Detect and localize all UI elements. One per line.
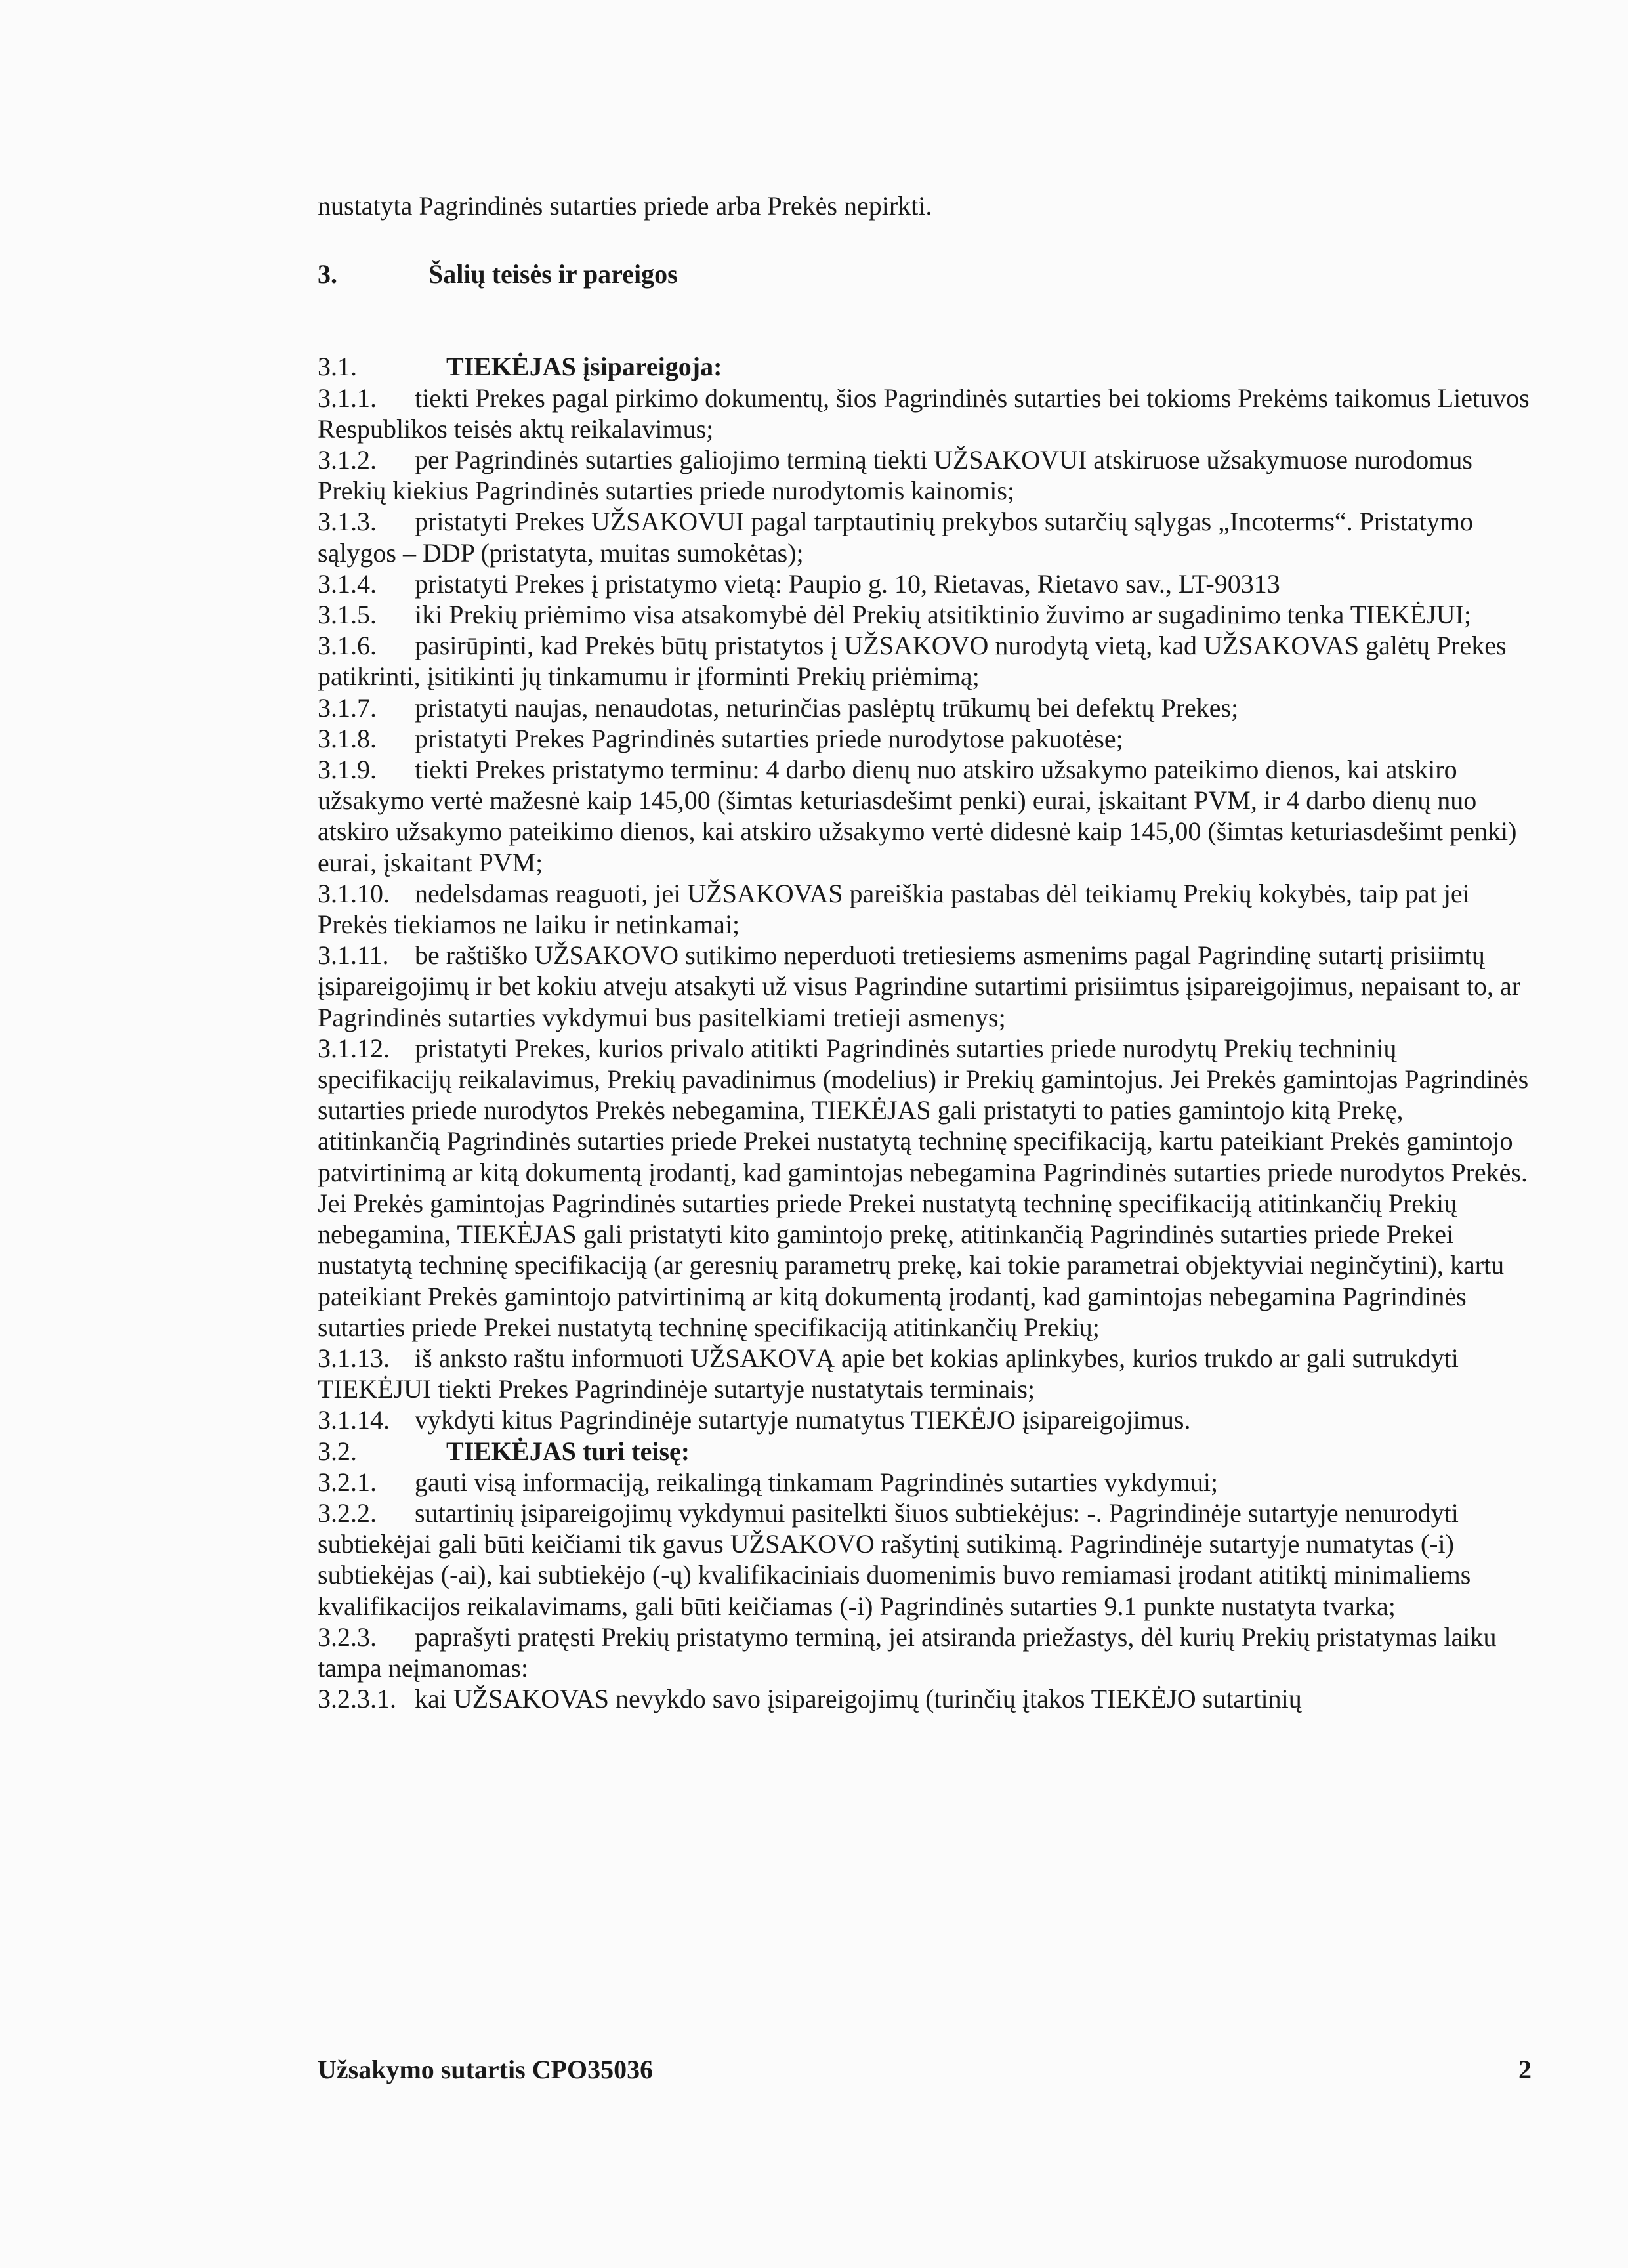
clause-number: 3.1.7.: [318, 692, 377, 723]
section-title: Šalių teisės ir pareigos: [428, 259, 678, 289]
clause-number: 3.1.9.: [318, 755, 377, 785]
clause-number: 3.1.2.: [318, 445, 377, 475]
clause-text: pristatyti Prekes UŽSAKOVUI pagal tarptautinių prekybos sutarčių sąlygas „Incoterms“. Pristatymo sąlygos – DDP (pristatyta, muitas sumokėtas);: [318, 507, 1473, 568]
clause-item: [318, 568, 1532, 599]
document-body: [318, 190, 1532, 1714]
clause-text: kai UŽSAKOVAS nevykdo savo įsipareigojimų (turinčių įtakos TIEKĖJO sutartinių: [415, 1684, 1302, 1714]
clause-item: [318, 692, 1532, 723]
clause-number: 3.1.: [318, 352, 357, 382]
clause-item: [318, 383, 1532, 444]
clause-number: 3.1.5.: [318, 600, 377, 630]
clause-item: [318, 1033, 1532, 1343]
clause-item: [318, 506, 1532, 568]
clause-text: iš anksto raštu informuoti UŽSAKOVĄ apie bet kokias aplinkybes, kurios trukdo ar gali sutrukdyti TIEKĖJUI tiekti Prekes Pagrindinėje sutartyje nustatytais terminais;: [318, 1343, 1459, 1404]
clause-number: 3.2.3.1.: [318, 1684, 396, 1714]
clause-item: [318, 878, 1532, 940]
clause-text: tiekti Prekes pristatymo terminu: 4 darbo dienų nuo atskiro užsakymo pateikimo dienos, kai atskiro užsakymo vertė mažesnė kaip 145,00 (šimtas keturiasdešimt penki) eurai, įskaitant PVM, ir 4 darbo dienų nuo atskiro užsakymo pateikimo dienos, kai atskiro užsakymo vertė didesnė kaip 145,00 (šimtas keturiasdešimt penki) eurai, įskaitant PVM;: [318, 755, 1517, 877]
clause-item: [318, 940, 1532, 1033]
intro-line: nustatyta Pagrindinės sutarties priede arba Prekės nepirkti.: [318, 191, 932, 220]
footer-title: Užsakymo sutartis CPO35036: [318, 2055, 654, 2084]
clause-number: 3.1.12.: [318, 1033, 390, 1063]
footer: [318, 2054, 1532, 2085]
clause-item: [318, 1467, 1532, 1498]
clause-text: iki Prekių priėmimo visa atsakomybė dėl Prekių atsitiktinio žuvimo ar sugadinimo tenka TIEKĖJUI;: [415, 600, 1472, 630]
clause-text: pristatyti Prekes, kurios privalo atitikti Pagrindinės sutarties priede nurodytų Prekių techninių specifikacijų reikalavimus, Prekių pavadinimus (modelius) ir Prekių gamintojus. Jei Prekės gamintojas Pagrindinės sutarties priede nurodytos Prekės nebegamina, TIEKĖJAS gali pristatyti to paties gamintojo kitą Prekę, atitinkančią Pagrindinės sutarties priede Prekei nustatytą techninę specifikaciją, kartu pateikiant Prekės gamintojo patvirtinimą ar kitą dokumentą įrodantį, kad gamintojas nebegamina Pagrindinės sutarties priede nurodytos Prekės. Jei Prekės gamintojas Pagrindinės sutarties priede Prekei nustatytą techninę specifikaciją atitinkančių Prekių nebegamina, TIEKĖJAS gali pristatyti kito gamintojo prekę, atitinkančią Pagrindinės sutarties priede Prekei nustatytą techninę specifikaciją (ar geresnių parametrų prekę, kai tokie parametrai objektyviai neginčytini), kartu pateikiant Prekės gamintojo patvirtinimą ar kitą dokumentą įrodantį, kad gamintojas nebegamina Pagrindinės sutarties priede Prekei nustatytą techninę specifikaciją atitinkančių Prekių;: [318, 1033, 1529, 1342]
clause-item: [318, 1622, 1532, 1683]
clause-item: [318, 754, 1532, 878]
clause-text: pristatyti Prekes Pagrindinės sutarties priede nurodytose pakuotėse;: [415, 723, 1123, 753]
clause-text: gauti visą informaciją, reikalingą tinkamam Pagrindinės sutarties vykdymui;: [415, 1467, 1219, 1497]
clause-text: pristatyti naujas, nenaudotas, neturinčias paslėptų trūkumų bei defektų Prekes;: [415, 692, 1239, 723]
page-number: 2: [1518, 2055, 1532, 2084]
section-number: 3.: [318, 259, 337, 289]
clause-list: [318, 351, 1532, 1714]
clause-number: 3.2.3.: [318, 1622, 377, 1652]
clause-text: pristatyti Prekes į pristatymo vietą: Paupio g. 10, Rietavas, Rietavo sav., LT-90313: [415, 568, 1280, 598]
clause-item: [318, 1436, 1532, 1467]
clause-item: [318, 1343, 1532, 1404]
clause-text: TIEKĖJAS turi teisę:: [446, 1436, 690, 1466]
clause-item: [318, 1498, 1532, 1622]
clause-item: [318, 351, 1532, 382]
clause-number: 3.1.3.: [318, 507, 377, 537]
clause-number: 3.1.10.: [318, 878, 390, 908]
clause-number: 3.2.2.: [318, 1498, 377, 1528]
clause-text: tiekti Prekes pagal pirkimo dokumentų, šios Pagrindinės sutarties bei tokioms Prekėms taikomus Lietuvos Respublikos teisės aktų reikalavimus;: [318, 383, 1530, 444]
clause-item: [318, 630, 1532, 692]
clause-item: [318, 599, 1532, 630]
clause-item: [318, 723, 1532, 754]
clause-number: 3.1.14.: [318, 1405, 390, 1435]
clause-item: [318, 1683, 1532, 1714]
clause-number: 3.1.6.: [318, 631, 377, 661]
clause-item: [318, 1404, 1532, 1435]
clause-number: 3.1.4.: [318, 568, 377, 598]
clause-text: be raštiško UŽSAKOVO sutikimo neperduoti tretiesiems asmenims pagal Pagrindinę sutartį prisiimtų įsipareigojimų ir bet kokiu atveju atsakyti už visus Pagrindine sutartimi prisiimtus įsipareigojimus, nepaisant to, ar Pagrindinės sutarties vykdymui bus pasitelkiami tretieji asmenys;: [318, 940, 1521, 1032]
section-heading: [318, 259, 1532, 289]
clause-number: 3.2.1.: [318, 1467, 377, 1497]
clause-text: pasirūpinti, kad Prekės būtų pristatytos į UŽSAKOVO nurodytą vietą, kad UŽSAKOVAS galėtų Prekes patikrinti, įsitikinti jų tinkamumu ir įforminti Prekių priėmimą;: [318, 631, 1507, 692]
clause-text: vykdyti kitus Pagrindinėje sutartyje numatytus TIEKĖJO įsipareigojimus.: [415, 1405, 1191, 1435]
clause-number: 3.1.8.: [318, 723, 377, 753]
clause-number: 3.1.11.: [318, 940, 389, 971]
clause-text: nedelsdamas reaguoti, jei UŽSAKOVAS pareiškia pastabas dėl teikiamų Prekių kokybės, taip pat jei Prekės tiekiamos ne laiku ir netinkamai;: [318, 878, 1470, 940]
clause-number: 3.2.: [318, 1436, 357, 1466]
clause-number: 3.1.1.: [318, 383, 377, 413]
clause-text: per Pagrindinės sutarties galiojimo terminą tiekti UŽSAKOVUI atskiruose užsakymuose nurodomus Prekių kiekius Pagrindinės sutarties priede nurodytomis kainomis;: [318, 445, 1472, 506]
clause-text: paprašyti pratęsti Prekių pristatymo terminą, jei atsiranda priežastys, dėl kurių Prekių pristatymas laiku tampa neįmanomas:: [318, 1622, 1497, 1683]
clause-number: 3.1.13.: [318, 1343, 390, 1373]
clause-text: TIEKĖJAS įsipareigoja:: [446, 352, 722, 382]
clause-item: [318, 444, 1532, 506]
clause-text: sutartinių įsipareigojimų vykdymui pasitelkti šiuos subtiekėjus: -. Pagrindinėje sutartyje nenurodyti subtiekėjai gali būti keičiami tik gavus UŽSAKOVO rašytinį sutikimą. Pagrindinėje sutartyje numatytas (-i) subtiekėjas (-ai), kai subtiekėjo (-ų) kvalifikaciniais duomenimis buvo remiamasi įrodant atitiktį minimaliems kvalifikacijos reikalavimams, gali būti keičiamas (-i) Pagrindinės sutarties 9.1 punkte nustatyta tvarka;: [318, 1498, 1471, 1621]
